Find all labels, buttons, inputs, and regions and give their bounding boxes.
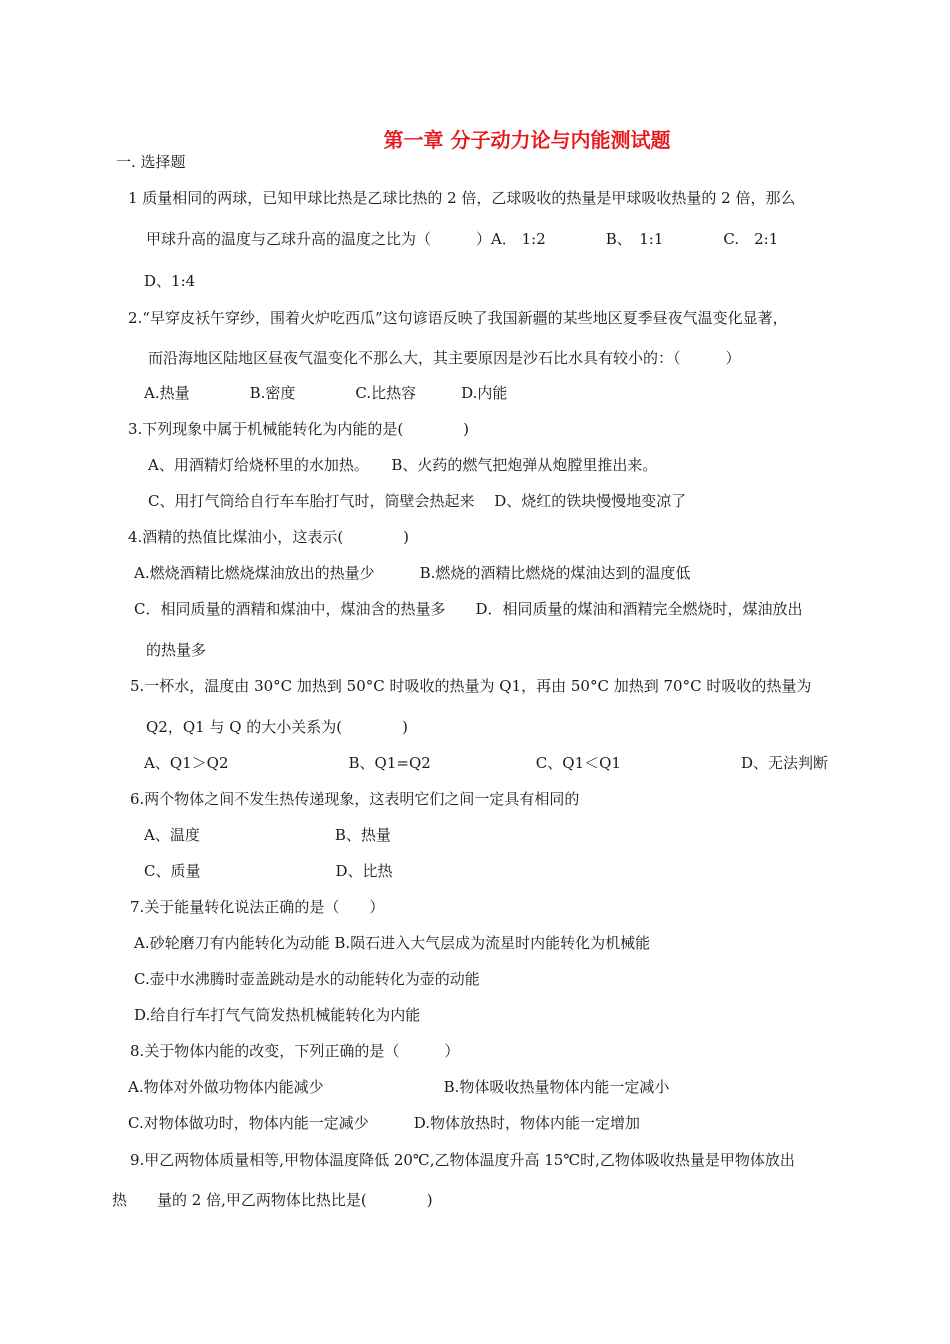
question-4-options-ab: A.燃烧酒精比燃烧煤油放出的热量少 B.燃烧的酒精比燃烧的煤油达到的温度低	[134, 564, 691, 582]
question-6-stem: 6.两个物体之间不发生热传递现象，这表明它们之间一定具有相同的	[130, 790, 580, 808]
question-4-stem: 4.酒精的热值比煤油小，这表示( )	[128, 528, 410, 546]
question-5-line-1: 5.一杯水，温度由 30°C 加热到 50°C 时吸收的热量为 Q1，再由 50°C 加热到 70°C 时吸收的热量为	[130, 677, 812, 695]
question-7-option-d: D.给自行车打气气筒发热机械能转化为内能	[134, 1006, 421, 1024]
question-1-line-3: D、1:4	[144, 272, 196, 290]
question-5-line-2: Q2，Q1 与 Q 的大小关系为( )	[146, 718, 408, 736]
question-8-options-cd: C.对物体做功时，物体内能一定减少 D.物体放热时，物体内能一定增加	[128, 1114, 640, 1132]
question-3-options-cd: C、用打气筒给自行车车胎打气时，筒壁会热起来 D、烧红的铁块慢慢地变凉了	[148, 492, 687, 510]
question-8-stem: 8.关于物体内能的改变，下列正确的是（ ）	[130, 1042, 460, 1060]
question-7-stem: 7.关于能量转化说法正确的是（ ）	[130, 898, 385, 916]
question-1-line-1: 1 质量相同的两球，已知甲球比热是乙球比热的 2 倍，乙球吸收的热量是甲球吸收热量的 2 倍，那么	[128, 189, 796, 207]
section-heading: 一. 选择题	[116, 153, 186, 171]
question-7-options-ab: A.砂轮磨刀有内能转化为动能 B.陨石进入大气层成为流星时内能转化为机械能	[134, 934, 651, 952]
question-3-options-ab: A、用酒精灯给烧杯里的水加热。 B、火药的燃气把炮弹从炮膛里推出来。	[148, 456, 658, 474]
question-6-options-cd: C、质量 D、比热	[144, 862, 393, 880]
question-8-options-ab: A.物体对外做功物体内能减少 B.物体吸收热量物体内能一定减小	[128, 1078, 670, 1096]
question-2-options: A.热量 B.密度 C.比热容 D.内能	[144, 384, 508, 402]
question-9-line-1: 9.甲乙两物体质量相等,甲物体温度降低 20℃,乙物体温度升高 15℃时,乙物体吸收热量是甲物体放出	[130, 1151, 795, 1169]
page-title: 第一章 分子动力论与内能测试题	[383, 128, 671, 152]
question-6-options-ab: A、温度 B、热量	[144, 826, 391, 844]
question-7-option-c: C.壶中水沸腾时壶盖跳动是水的动能转化为壶的动能	[134, 970, 480, 988]
question-1-line-2: 甲球升高的温度与乙球升高的温度之比为（ ）A． 1:2 B、 1:1 C. 2:1	[146, 230, 779, 248]
question-2-line-2: 而沿海地区陆地区昼夜气温变化不那么大，其主要原因是沙石比水具有较小的：（ ）	[148, 349, 741, 367]
question-2-line-1: 2.“早穿皮袄午穿纱，围着火炉吃西瓜”这句谚语反映了我国新疆的某些地区夏季昼夜气温变化显著，	[128, 309, 788, 327]
question-5-options: A、Q1＞Q2 B、Q1=Q2 C、Q1＜Q1 D、无法判断	[144, 754, 828, 772]
question-3-stem: 3.下列现象中属于机械能转化为内能的是( )	[128, 420, 470, 438]
question-9-line-2: 热 量的 2 倍,甲乙两物体比热比是( )	[112, 1191, 433, 1209]
question-4-options-cd-cont: 的热量多	[146, 641, 207, 659]
question-4-options-cd: C．相同质量的酒精和煤油中，煤油含的热量多 D．相同质量的煤油和酒精完全燃烧时，煤油放出	[134, 600, 803, 618]
